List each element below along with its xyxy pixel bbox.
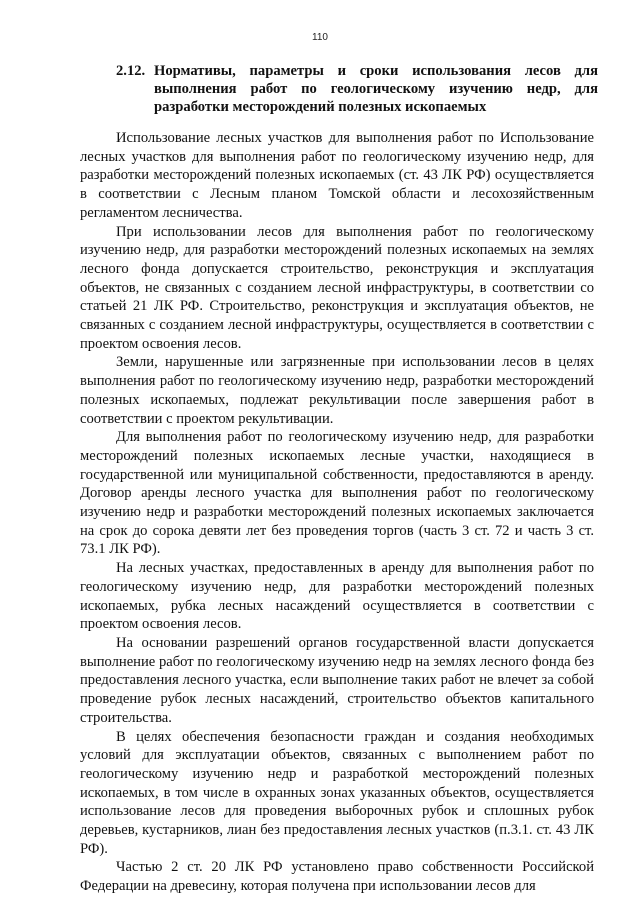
section-number: 2.12. (116, 63, 146, 79)
section-heading (116, 62, 598, 116)
section-title: Нормативы, параметры и сроки использования лесов для выполнения работ по геологическому изучению недр, для разработки месторождений полезных ископаемых (154, 63, 598, 115)
page-number: 110 (312, 32, 328, 43)
section-body (80, 129, 594, 896)
paragraph: Земли, нарушенные или загрязненные при использовании лесов в целях выполнения работ по геологическому изучению недр, разработки месторождений полезных ископаемых, подлежат рекультивации после завершения работ в соответствии с проектом рекультивации. (80, 354, 594, 427)
paragraph: Использование лесных участков для выполнения работ по Использование лесных участков для выполнения работ по геологическому изучению недр, для разработки месторождений полезных ископаемых (ст. 43 ЛК РФ) осуществляется в соответствии с Лесным планом Томской области и лесохозяйственным регламентом лесничества. (80, 130, 594, 221)
paragraph: Частью 2 ст. 20 ЛК РФ установлено право собственности Российской Федерации на древесину, которая получена при использовании лесов для (80, 859, 594, 895)
paragraph: В целях обеспечения безопасности граждан и создания необходимых условий для эксплуатации объектов, связанных с выполнением работ по геологическому изучению недр и разработкой месторождений полезных ископаемых, в том числе в охранных зонах указанных объектов, осуществляется использование лесов для проведения выборочных рубок и сплошных рубок деревьев, кустарников, лиан без предоставления лесных участков (п.3.1. ст. 43 ЛК РФ). (80, 728, 594, 857)
paragraph: Для выполнения работ по геологическому изучению недр, для разработки месторождений полезных ископаемых лесные участки, находящиеся в государственной или муниципальной собственности, предоставляются в аренду. Договор аренды лесного участка для выполнения работ по геологическому изучению недр и разработки месторождений полезных ископаемых заключается на срок до сорока девяти лет без проведения торгов (часть 3 ст. 72 и часть 3 ст. 73.1 ЛК РФ). (80, 429, 594, 558)
paragraph: На лесных участках, предоставленных в аренду для выполнения работ по геологическому изучению недр, для разработки месторождений полезных ископаемых, рубка лесных насаждений осуществляется в соответствии с проектом освоения лесов. (80, 560, 594, 633)
paragraph: При использовании лесов для выполнения работ по геологическому изучению недр, для разработки месторождений полезных ископаемых на землях лесного фонда допускается строительство, реконструкция и эксплуатация объектов, не связанных с созданием лесной инфраструктуры, в соответствии со статьей 21 ЛК РФ. Строительство, реконструкция и эксплуатация объектов, не связанных с созданием лесной инфраструктуры, осуществляется в соответствии с проектом освоения лесов. (80, 223, 594, 352)
paragraph: На основании разрешений органов государственной власти допускается выполнение работ по геологическому изучению недр на землях лесного фонда без предоставления лесного участка, если выполнение таких работ не влечет за собой проведение рубок лесных насаждений, строительство объектов капитального строительства. (80, 634, 594, 726)
